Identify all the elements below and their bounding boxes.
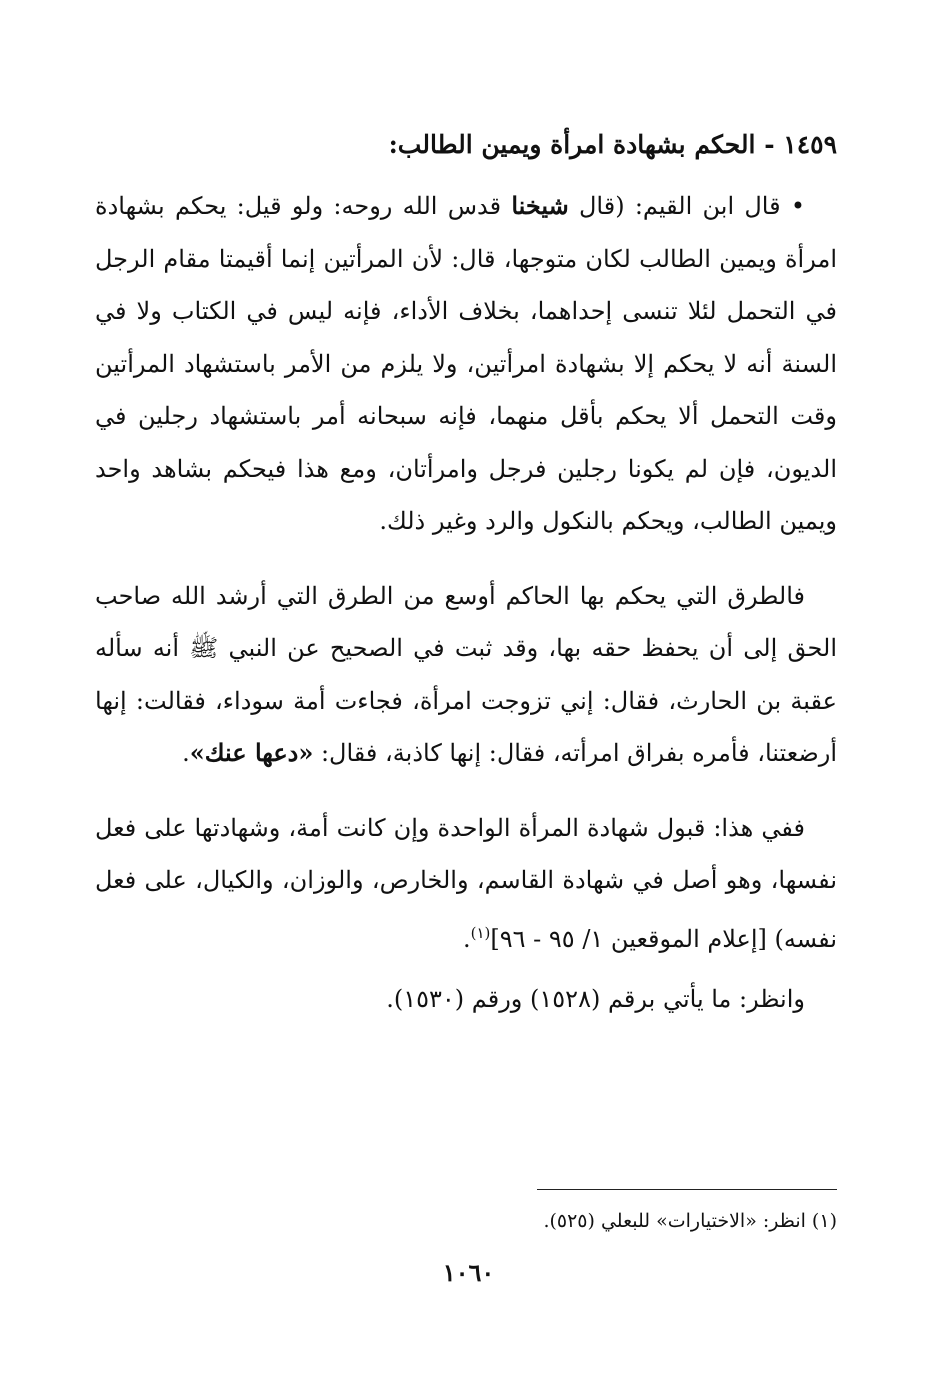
paragraph-2-end: . bbox=[182, 739, 190, 767]
footnote: (١) انظر: «الاختيارات» للبعلي (٥٢٥). bbox=[543, 1210, 837, 1232]
paragraph-2-quote: «دعها عنك» bbox=[189, 738, 314, 767]
paragraph-3-text: ففي هذا: قبول شهادة المرأة الواحدة وإن كانت أمة، وشهادتها على فعل نفسها، وهو أصل في شهادة القاسم، والخارص، والوزان، والكيال، على فعل نفسه) [إعلام الموقعين ١/ ٩٥ - ٩٦] bbox=[95, 813, 837, 953]
paragraph-4: وانظر: ما يأتي برقم (١٥٢٨) ورقم (١٥٣٠). bbox=[386, 985, 805, 1013]
paragraph-2-text: فالطرق التي يحكم بها الحاكم أوسع من الطرق التي أرشد الله صاحب الحق إلى أن يحفظ حقه بها، وقد ثبت في الصحيح عن النبي ﷺ أنه سأله عقبة بن الحارث، فقال: إني تزوجت امرأة، فجاءت أمة سوداء، فقالت: إنها أرضعتنا، فأمره بفراق امرأته، فقال: إنها كاذبة، فقال: bbox=[95, 581, 837, 767]
paragraph-1 bbox=[95, 180, 837, 548]
paragraph-1-lead: • قال ابن القيم: (قال bbox=[568, 192, 805, 220]
footnote-reference: (١) bbox=[470, 923, 491, 942]
paragraph-1-bold: شيخنا bbox=[511, 191, 569, 220]
paragraph-3-end: . bbox=[462, 924, 471, 953]
paragraph-1-rest: قدس الله روحه: ولو قيل: يحكم بشهادة امرأة ويمين الطالب لكان متوجها، قال: لأن المرأتين إنما أقيمتا مقام الرجل في التحمل لئلا تنسى إحداهما، بخلاف الأداء، فإنه ليس في الكتاب ولا في السنة أنه لا يحكم إلا بشهادة امرأتين، ولا يلزم من الأمر باستشهاد المرأتين وقت التحمل ألا يحكم بأقل منهما، فإنه سبحانه أمر باستشهاد رجلين في الديون، فإن لم يكونا رجلين فرجل وامرأتان، ومع هذا فيحكم بشاهد واحد ويمين الطالب، ويحكم بالنكول والرد وغير ذلك. bbox=[95, 192, 837, 535]
paragraph-3 bbox=[95, 802, 837, 966]
page-number: ١٠٦٠ bbox=[442, 1258, 495, 1287]
section-heading: ١٤٥٩ - الحكم بشهادة امرأة ويمين الطالب: bbox=[388, 130, 837, 159]
footnote-divider bbox=[537, 1189, 837, 1190]
paragraph-2 bbox=[95, 570, 837, 780]
main-text bbox=[95, 118, 837, 1026]
